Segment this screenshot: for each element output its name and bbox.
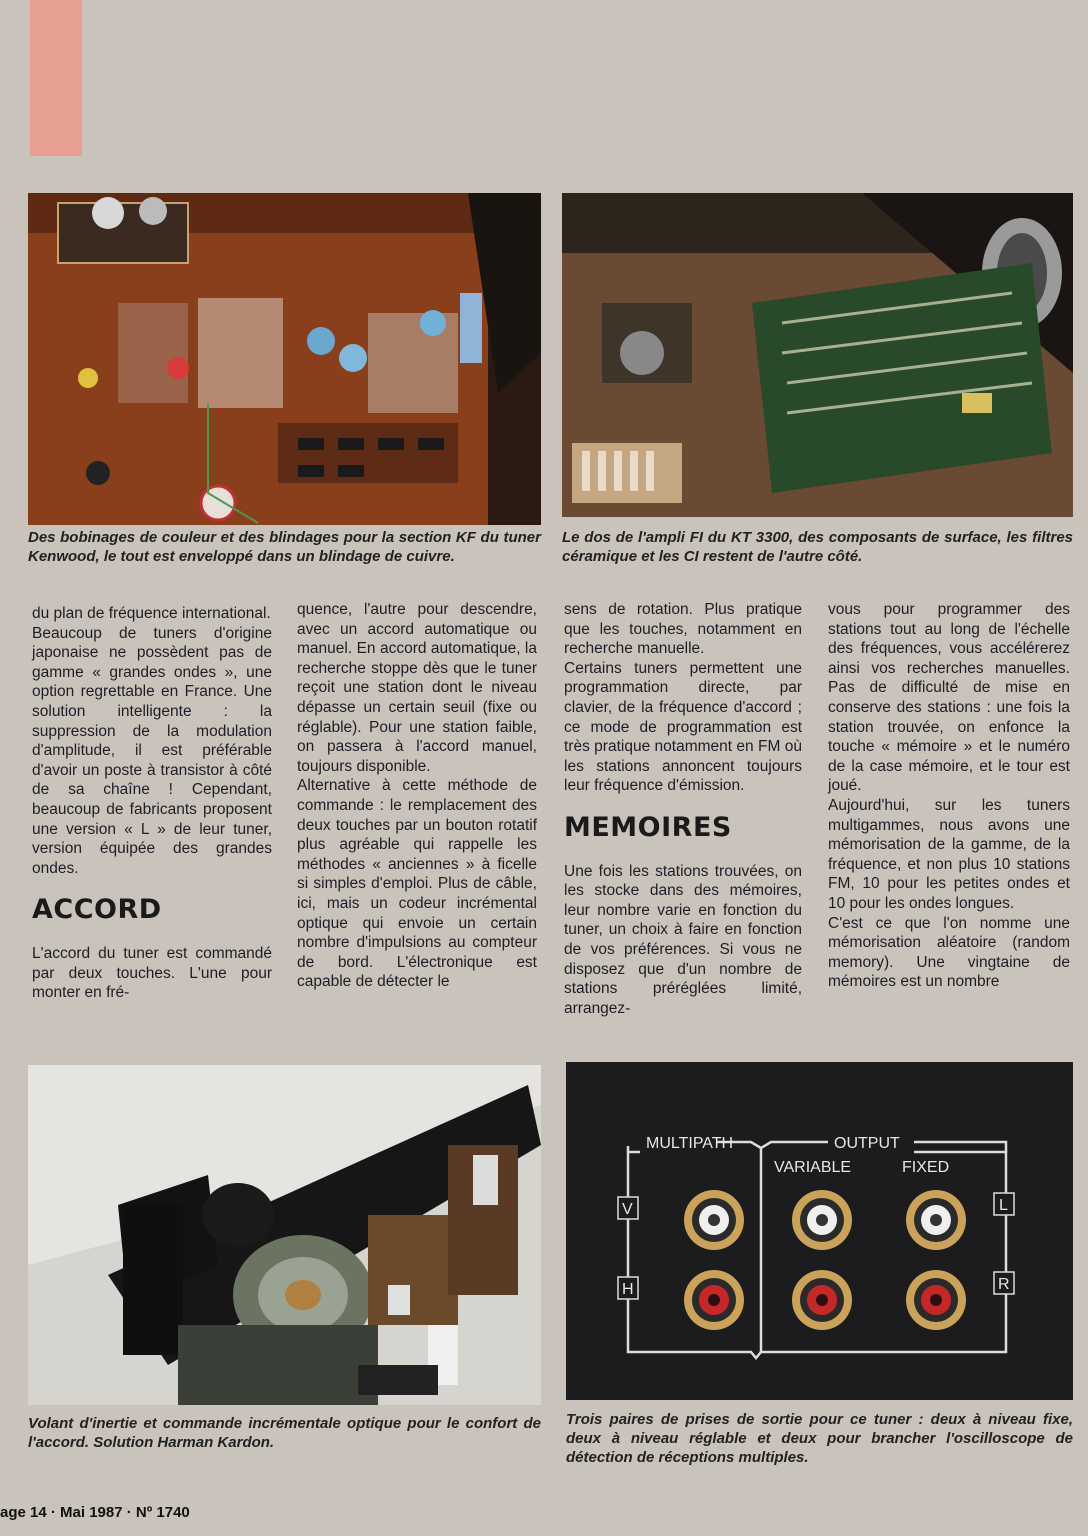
rca-jack-white xyxy=(906,1190,966,1250)
photo-caption: Trois paires de prises de sortie pour ce tuner : deux à niveau fixe, deux à niveau réglable et deux pour brancher l'oscilloscope de détection de réceptions multiples. xyxy=(566,1411,1073,1466)
rca-jack-white xyxy=(792,1190,852,1250)
rca-jack-white xyxy=(684,1190,744,1250)
rca-jack-red xyxy=(684,1270,744,1330)
paragraph: Beaucoup de tuners d'origine japonaise ne possèdent pas de gamme « grandes ondes », une option regrettable en France. Une solution intelligente : la suppression de la modulation d'amplitude, il est préférable d'avoir un poste à transistor à côté de sa chaîne ! Cependant, beaucoup de fabricants proposent une version « L » de leur tuner, version équipée des grandes ondes. xyxy=(32,624,272,877)
color-tab xyxy=(30,0,82,156)
paragraph: Alternative à cette méthode de commande : le remplacement des deux touches par un bouton rotatif plus agréable qui rappelle les méthodes « anciennes » à ficelle si simples d'emploi. Plus de câble, ici, mais un codeur incrémental optique qui envoie un certain nombre d'impulsions au compteur de bord. L'électronique est capable de détecter le xyxy=(297,777,537,991)
photo-caption: Volant d'inertie et commande incrémentale optique pour le confort de l'accord. Solution Harman Kardon. xyxy=(28,1415,541,1451)
paragraph: sens de rotation. Plus pratique que les touches, notamment en recherche manuelle. xyxy=(564,601,802,658)
paragraph: Aujourd'hui, sur les tuners multigammes, nous avons une mémorisation de la gamme, de la fréquence, et non plus 10 stations FM, 10 pour les petites ondes et 10 pour les ondes longues. xyxy=(828,796,1070,912)
label-r: R xyxy=(998,1276,1010,1293)
photo-flywheel-encoder xyxy=(28,1065,541,1405)
section-heading-accord: ACCORD xyxy=(32,894,162,926)
article-column-4 xyxy=(828,600,1070,992)
paragraph: du plan de fréquence international. xyxy=(32,605,271,622)
paragraph: C'est ce que l'on nomme une mémorisation aléatoire (random memory). Une vingtaine de mémoires est un nombre xyxy=(828,914,1070,991)
paragraph: vous pour programmer des stations tout au long de l'échelle des fréquences, vous accélérerez ainsi vos recherches manuelles. Pas de difficulté de mise en conserve des stations : une fois la station trouvée, on enfonce la touche « mémoire » et le numéro de la case mémoire, et le tour est joué. xyxy=(828,601,1070,795)
label-h: H xyxy=(622,1281,634,1298)
paragraph: Certains tuners permettent une programmation directe, par clavier, de la fréquence d'accord ; ce mode de programmation est très pratique notamment en FM où les stations annoncent toujours leur fréquence d'émission. xyxy=(564,659,802,795)
rca-jack-red xyxy=(906,1270,966,1330)
label-output: OUTPUT xyxy=(834,1135,900,1152)
article-column-3 xyxy=(564,600,802,1018)
paragraph: L'accord du tuner est commandé par deux touches. L'une pour monter en fré- xyxy=(32,944,272,1002)
page-footer: age 14 · Mai 1987 · Nº 1740 xyxy=(0,1504,190,1521)
photo-caption: Des bobinages de couleur et des blindages pour la section KF du tuner Kenwood, le tout est enveloppé dans un blindage de cuivre. xyxy=(28,529,541,565)
label-multipath: MULTIPATH xyxy=(646,1135,734,1152)
label-l: L xyxy=(999,1197,1008,1214)
paragraph: Une fois les stations trouvées, on les stocke dans des mémoires, leur nombre varie en fonction du tuner, un choix à faire en fonction de vos préférences. Si vous ne disposez que d'un nombre de stations préréglées limité, arrangez- xyxy=(564,862,802,1017)
photo-output-panel xyxy=(566,1062,1073,1400)
article-column-1 xyxy=(32,604,272,1003)
paragraph: quence, l'autre pour descendre, avec un accord automatique ou manuel. En accord automatique, la recherche stoppe dès que le tuner reçoit une station dont le niveau dépasse un certain seuil (fixe ou réglable). Pour une station faible, on passera à l'accord manuel, toujours disponible. xyxy=(297,601,537,775)
photo-kenwood-rf-section xyxy=(28,193,541,525)
section-heading-memoires: MEMOIRES xyxy=(564,811,732,843)
label-variable: VARIABLE xyxy=(774,1159,852,1176)
article-column-2 xyxy=(297,600,537,992)
label-fixed: FIXED xyxy=(902,1159,950,1176)
photo-caption: Le dos de l'ampli FI du KT 3300, des composants de surface, les filtres céramique et les CI restent de l'autre côté. xyxy=(562,529,1073,565)
rca-jack-red xyxy=(792,1270,852,1330)
photo-if-amplifier xyxy=(562,193,1073,517)
label-v: V xyxy=(622,1201,633,1218)
